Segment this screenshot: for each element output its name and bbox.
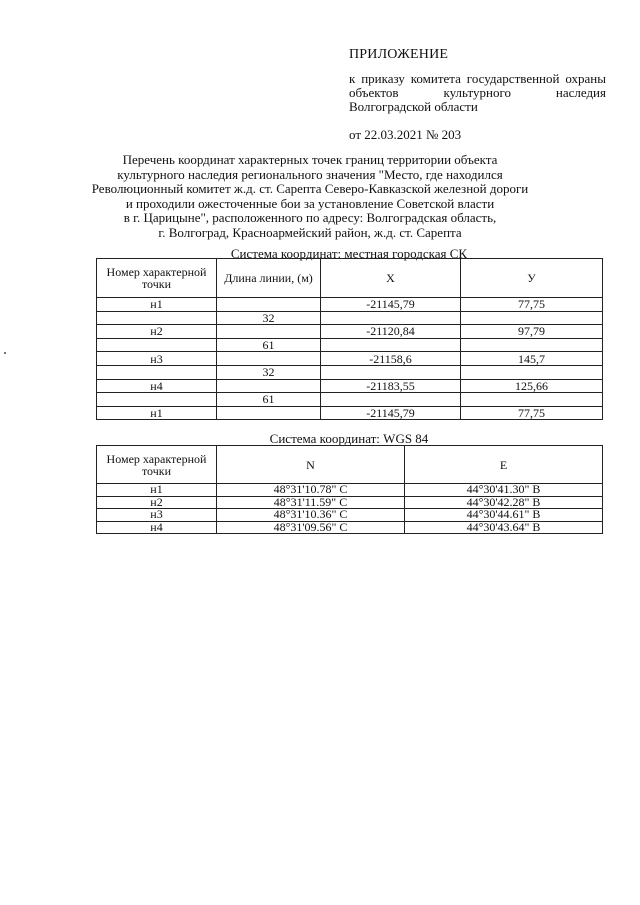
table-row (97, 352, 603, 366)
cell-y: 125,66 (461, 379, 603, 393)
cell-n: 48°31'09.56" С (217, 521, 405, 534)
cell-point: н2 (97, 325, 217, 339)
cell-length: 61 (217, 338, 321, 352)
scan-speck (4, 352, 6, 354)
cell-length (217, 406, 321, 420)
appendix-order-reference: к приказу комитета государственной охраны объектов культурного наследия Волгоградской области (349, 71, 606, 114)
table-row (97, 365, 603, 379)
cell-point (97, 311, 217, 325)
cell-x: -21183,55 (321, 379, 461, 393)
heading-line: Перечень координат характерных точек границ территории объекта (122, 152, 498, 167)
header-line-length: Длина линии, (м) (217, 259, 321, 298)
header-point-number: Номер характерной точки (97, 446, 217, 484)
cell-length (217, 379, 321, 393)
cell-point: н3 (97, 352, 217, 366)
heading-line: г. Волгоград, Красноармейский район, ж.д. ст. Сарепта (158, 224, 462, 240)
header-y: У (461, 259, 603, 298)
heading-line: и проходили ожесточенные бои за установление Советской власти (125, 195, 495, 211)
table-row (97, 338, 603, 352)
cell-x (321, 311, 461, 325)
cell-point: н4 (97, 521, 217, 534)
cell-length (217, 298, 321, 312)
cell-y: 97,79 (461, 325, 603, 339)
cell-e: 44°30'42.28" В (405, 496, 603, 509)
heading-line: в г. Царицыне", расположенного по адресу: Волгоградская область, (123, 210, 497, 225)
appendix-title: ПРИЛОЖЕНИЕ (349, 47, 449, 62)
cell-x (321, 338, 461, 352)
table-row (97, 379, 603, 393)
table-row (97, 298, 603, 312)
cell-x (321, 393, 461, 407)
wgs84-coordinates-table (96, 445, 603, 534)
cell-point: н1 (97, 298, 217, 312)
wgs-table-caption: Система координат: WGS 84 (269, 431, 429, 446)
cell-length: 61 (217, 393, 321, 407)
cell-y (461, 311, 603, 325)
table-row (97, 521, 603, 534)
cell-y (461, 338, 603, 352)
cell-point (97, 338, 217, 352)
cell-point: н3 (97, 509, 217, 522)
heading-line: культурного наследия регионального значения "Место, где находился (117, 166, 503, 182)
header-e: E (405, 446, 603, 484)
cell-e: 44°30'43.64" В (405, 521, 603, 534)
cell-point (97, 393, 217, 407)
table-row (97, 406, 603, 420)
cell-point (97, 365, 217, 379)
cell-point: н1 (97, 406, 217, 420)
cell-x: -21158,6 (321, 352, 461, 366)
heading-line: Революционный комитет ж.д. ст. Сарепта Северо-Кавказской железной дороги (91, 181, 529, 196)
appendix-order-date: от 22.03.2021 № 203 (349, 127, 462, 142)
table-row (97, 325, 603, 339)
cell-x (321, 365, 461, 379)
cell-n: 48°31'10.78" С (217, 484, 405, 497)
cell-y: 145,7 (461, 352, 603, 366)
cell-point: н1 (97, 484, 217, 497)
local-table-caption: Система координат: местная городская СК (230, 246, 468, 261)
cell-point: н2 (97, 496, 217, 509)
header-point-number: Номер характерной точки (97, 259, 217, 298)
local-coordinates-table (96, 258, 603, 420)
header-n: N (217, 446, 405, 484)
cell-y (461, 393, 603, 407)
cell-y: 77,75 (461, 406, 603, 420)
cell-length: 32 (217, 311, 321, 325)
cell-length (217, 352, 321, 366)
cell-length: 32 (217, 365, 321, 379)
cell-e: 44°30'44.61" В (405, 509, 603, 522)
table-row (97, 393, 603, 407)
cell-point: н4 (97, 379, 217, 393)
table-row (97, 311, 603, 325)
header-x: X (321, 259, 461, 298)
cell-y: 77,75 (461, 298, 603, 312)
table-header-row (97, 259, 603, 298)
cell-n: 48°31'10.36" С (217, 509, 405, 522)
cell-n: 48°31'11.59" С (217, 496, 405, 509)
cell-x: -21145,79 (321, 298, 461, 312)
cell-x: -21120,84 (321, 325, 461, 339)
cell-length (217, 325, 321, 339)
document-heading (80, 153, 540, 240)
cell-x: -21145,79 (321, 406, 461, 420)
cell-e: 44°30'41.30" В (405, 484, 603, 497)
table-header-row (97, 446, 603, 484)
cell-y (461, 365, 603, 379)
